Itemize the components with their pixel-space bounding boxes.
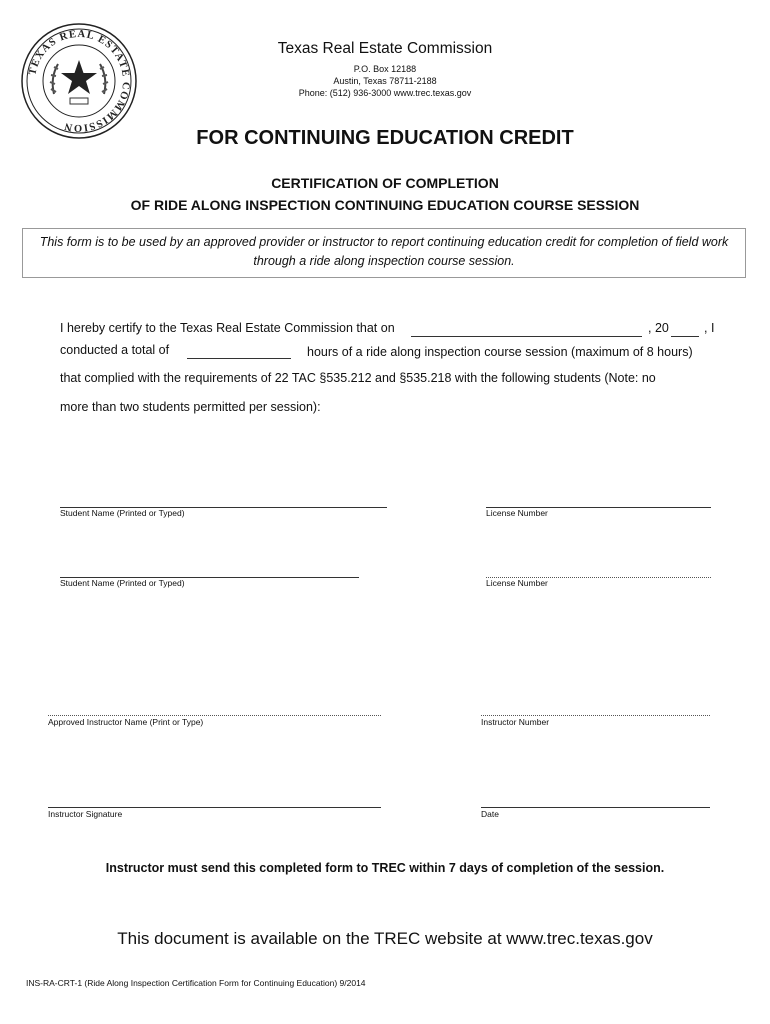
subtitle-line-1: CERTIFICATION OF COMPLETION [271, 175, 499, 191]
instructor-name-field[interactable] [48, 715, 381, 716]
page-title: FOR CONTINUING EDUCATION CREDIT [196, 127, 574, 149]
po-box: P.O. Box 12188 [353, 64, 417, 74]
availability-note: This document is available on the TREC website at www.trec.texas.gov [117, 929, 653, 948]
student-2-license-label: License Number [486, 578, 548, 588]
contact-info: Phone: (512) 936-3000 www.trec.texas.gov [298, 88, 472, 98]
instructor-number-label: Instructor Number [481, 717, 550, 727]
student-1-license-label: License Number [486, 508, 548, 518]
city-address: Austin, Texas 78711-2188 [333, 76, 437, 86]
notice-text: This form is to be used by an approved provider or instructor to report continuing education credit for completion of field work through a ride along inspection course session. [39, 235, 729, 268]
instructor-signature-field[interactable] [48, 807, 381, 808]
seal-text: TEXAS REAL ESTATE COMMISSION [27, 28, 132, 134]
notice-box [22, 228, 746, 278]
certify-line-4: more than two students permitted per session): [60, 400, 321, 414]
student-2-name-label: Student Name (Printed or Typed) [60, 578, 185, 588]
certify-line-1: I hereby certify to the Texas Real Estate Commission that on [60, 321, 395, 335]
certify-line-2-suffix: hours of a ride along inspection course session (maximum of 8 hours) [307, 345, 693, 359]
hours-field[interactable] [187, 358, 291, 359]
submission-instruction: Instructor must send this completed form to TREC within 7 days of completion of the session. [105, 861, 665, 875]
certify-date-field[interactable] [411, 336, 642, 337]
form-id: INS-RA-CRT-1 (Ride Along Inspection Certification Form for Continuing Education) 9/2014 [26, 978, 366, 988]
instructor-number-field[interactable] [481, 715, 710, 716]
instructor-name-label: Approved Instructor Name (Print or Type) [48, 717, 204, 727]
certify-line-2: conducted a total of [60, 343, 170, 357]
date-field[interactable] [481, 807, 710, 808]
certify-line-3: that complied with the requirements of 22 TAC §535.212 and §535.218 with the following students (Note: no [60, 371, 656, 385]
certify-year-field[interactable] [671, 336, 699, 337]
instructor-signature-label: Instructor Signature [48, 809, 123, 819]
date-label: Date [481, 809, 499, 819]
certify-line-1-suffix: , I [704, 321, 715, 335]
student-1-name-label: Student Name (Printed or Typed) [60, 508, 185, 518]
year-prefix: , 20 [648, 321, 669, 335]
subtitle-line-2: OF RIDE ALONG INSPECTION CONTINUING EDUCATION COURSE SESSION [130, 197, 640, 213]
org-name: Texas Real Estate Commission [277, 40, 493, 57]
